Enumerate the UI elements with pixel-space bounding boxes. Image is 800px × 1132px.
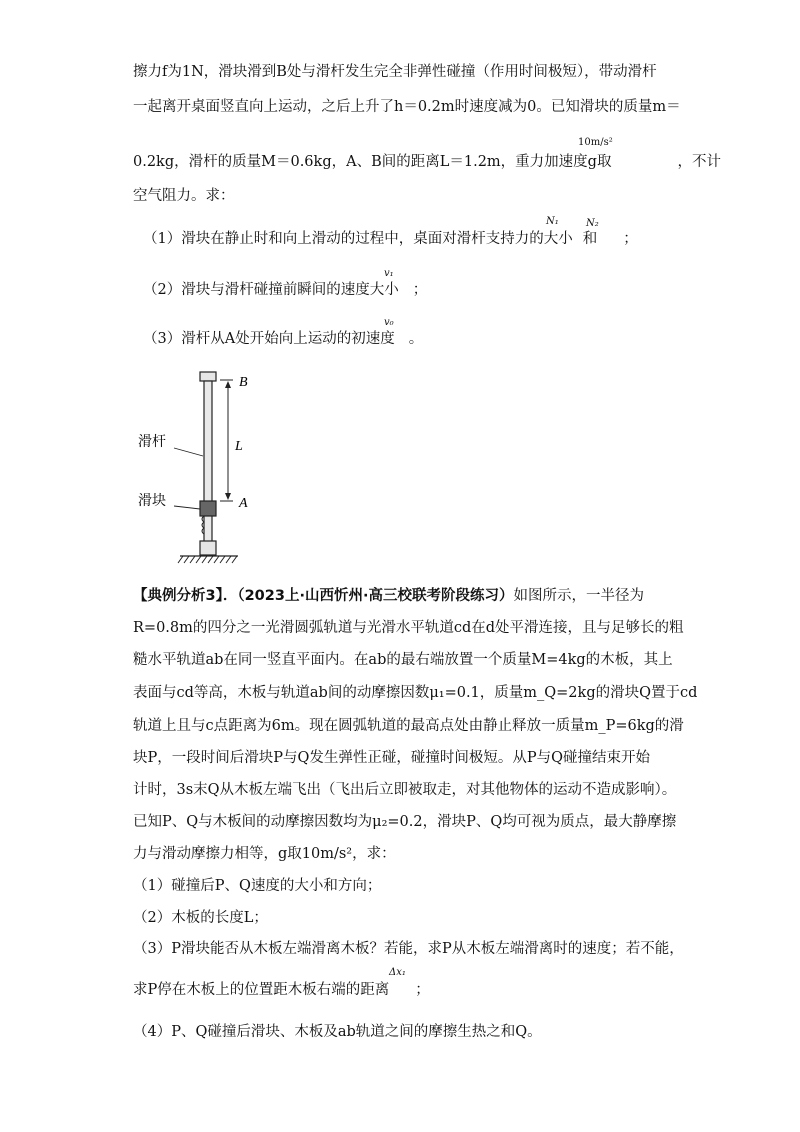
symbol-n1: N₁	[546, 216, 559, 227]
question-text: （3）滑杆从A处开始向上运动的初速度	[143, 331, 395, 347]
symbol-n2: N₂	[586, 218, 599, 229]
question-3	[143, 329, 423, 349]
question-4: （4）P、Q碰撞后滑块、木板及ab轨道之间的摩擦生热之和Q。	[133, 1024, 542, 1040]
punct: ；	[412, 282, 428, 298]
question-1: （1）碰撞后P、Q速度的大小和方向；	[133, 878, 382, 894]
label-rod: 滑杆	[138, 434, 166, 450]
text-line: 轨道上且与c点距离为6m。现在圆弧轨道的最高点处由静止释放一质量m_P=6kg的滑	[133, 718, 684, 734]
label-a: A	[239, 496, 248, 511]
text-segment: ，不计	[677, 154, 721, 170]
text-line: 一起离开桌面竖直向上运动，之后上升了h＝0.2m时速度减为0。已知滑块的质量m＝	[133, 99, 681, 115]
text-line: 空气阻力。求：	[133, 188, 235, 204]
example-source: （2023上·山西忻州·高三校联考阶段练习）	[237, 588, 514, 604]
text-line: 计时，3s末Q从木板左端飞出（飞出后立即被取走，对其他物体的运动不造成影响）。	[133, 782, 677, 798]
block-shape	[200, 501, 216, 516]
question-2: （2）木板的长度L；	[133, 910, 268, 926]
label-block: 滑块	[138, 493, 166, 509]
punct: ；	[623, 231, 638, 247]
text-line: R=0.8m的四分之一光滑圆弧轨道与光滑水平轨道cd在d处平滑连接，且与足够长的粗	[133, 620, 684, 636]
text-line: 糙水平轨道ab在同一竖直平面内。在ab的最右端放置一个质量M=4kg的木板，其上	[133, 652, 673, 668]
question-2	[143, 280, 427, 300]
question-3: （3）P滑块能否从木板左端滑离木板？若能，求P从木板左端滑离时的速度；若不能，	[133, 941, 684, 957]
question-text: 求P停在木板上的位置距木板右端的距离	[133, 982, 390, 998]
punct: ；	[415, 982, 430, 998]
text-line: 已知P、Q与木板间的动摩擦因数均为μ₂=0.2，滑块P、Q均可视为质点，最大静摩擦	[133, 814, 677, 830]
question-text: （2）滑块与滑杆碰撞前瞬间的速度大小	[143, 282, 399, 298]
question-1	[143, 229, 638, 249]
question-text: （1）滑块在静止时和向上滑动的过程中，桌面对滑杆支持力的大小	[143, 231, 573, 247]
text-line: 块P，一段时间后滑块P与Q发生弹性正碰，碰撞时间极短。从P与Q碰撞结束开始	[133, 750, 651, 766]
symbol-v0: v₀	[384, 317, 394, 328]
text-line: 擦力f为1N，滑块滑到B处与滑杆发生完全非弹性碰撞（作用时间极短），带动滑杆	[133, 64, 657, 80]
symbol-dx1: Δx₁	[389, 967, 406, 978]
text-segment: 如图所示，一半径为	[513, 588, 644, 604]
label-b: B	[239, 375, 248, 390]
and-text: 和	[582, 231, 598, 247]
text-line: 表面与cd等高，木板与轨道ab间的动摩擦因数μ₁=0.1，质量m_Q=2kg的滑块Q置于cd	[133, 685, 698, 701]
example-header	[133, 586, 644, 606]
label-l: L	[235, 439, 243, 454]
gravity-value: 10m/s²	[578, 137, 613, 148]
text-line	[133, 152, 721, 172]
example-tag: 【典例分析3】．	[133, 588, 238, 604]
text-segment: 0.2kg，滑杆的质量M＝0.6kg，A、B间的距离L＝1.2m，重力加速度g取	[133, 154, 612, 170]
symbol-v1: v₁	[384, 268, 394, 279]
punct: 。	[408, 331, 424, 347]
text-line: 力与滑动摩擦力相等，g取10m/s²，求：	[133, 846, 396, 862]
rod-block-figure	[138, 366, 278, 571]
question-3-cont	[133, 980, 430, 1000]
